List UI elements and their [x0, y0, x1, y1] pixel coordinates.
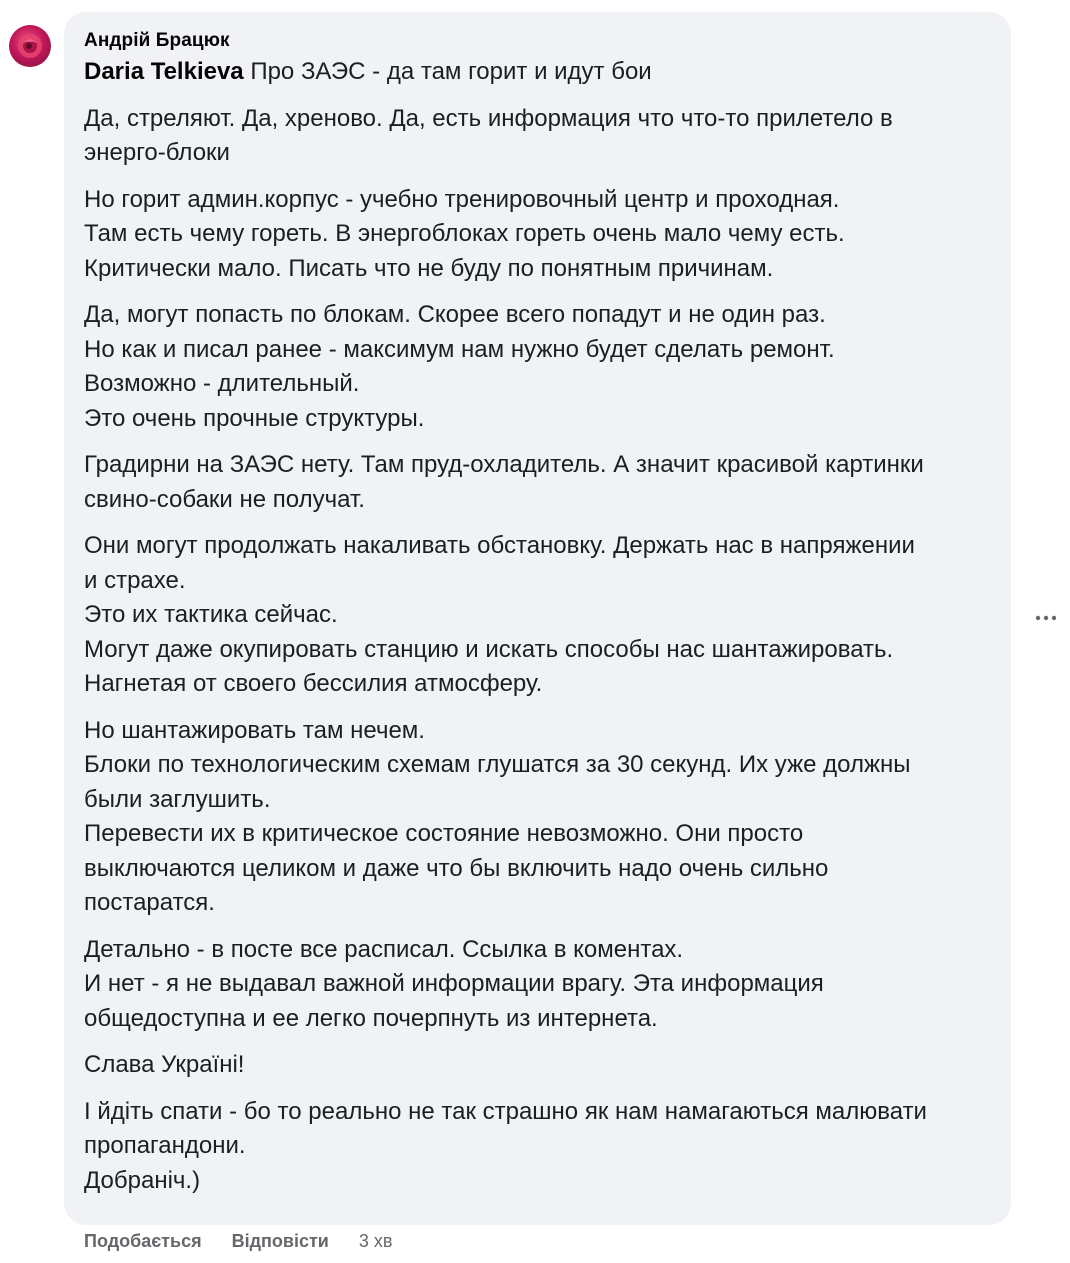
comment-line: Это очень прочные структуры. — [84, 404, 425, 432]
comment-line: Там есть чему гореть. В энергоблоках гореть очень мало чему есть. — [84, 220, 845, 247]
comment-line: и страхе. — [84, 566, 186, 594]
comment-line: Да, стреляют. Да, хреново. Да, есть информация что что-то прилетело в — [84, 104, 893, 132]
comment-line: свино-собаки не получат. — [84, 485, 365, 513]
comment-actions — [84, 1231, 392, 1252]
mention-link[interactable]: Daria Telkieva — [84, 58, 244, 85]
avatar[interactable] — [9, 25, 51, 67]
avatar-image — [9, 25, 51, 67]
comment-line: Но горит админ.корпус - учебно тренировочный центр и проходная. — [84, 185, 840, 213]
comment-text-lines — [84, 102, 999, 1199]
paragraph-gap — [84, 90, 999, 102]
comment-line: Слава Україні! — [84, 1051, 245, 1078]
paragraph-gap — [84, 921, 999, 933]
comment-line: постаратся. — [84, 889, 215, 916]
comment-line: Детально - в посте все расписал. Ссылка в коментах. — [84, 935, 684, 963]
comment-line: Нагнетая от своего бессилия атмосферу. — [84, 670, 543, 697]
comment-line: общедоступна и ее легко почерпнуть из интернета. — [84, 1004, 658, 1032]
comment-line: Но шантажировать там нечем. — [84, 716, 425, 744]
comment-line: были заглушить. — [84, 785, 271, 813]
more-options-icon — [1034, 614, 1058, 622]
comment-line: Да, могут попасть по блокам. Скорее всего попадут и не один раз. — [84, 301, 826, 328]
comment-line: Добраніч.) — [84, 1166, 201, 1194]
comment-body — [84, 55, 999, 1198]
comment-line: выключаются целиком и даже что бы включить надо очень сильно — [84, 854, 829, 882]
comment-line: Они могут продолжать накаливать обстановку. Держать нас в напряжении — [84, 532, 915, 559]
comment-author[interactable]: Андрій Брацюк — [84, 30, 230, 51]
comment-line: Это их тактика сейчас. — [84, 601, 338, 628]
comment-line: Перевести их в критическое состояние невозможно. Они просто — [84, 820, 804, 847]
paragraph-gap — [84, 286, 999, 298]
like-button[interactable]: Подобається — [84, 1231, 202, 1251]
paragraph-gap — [84, 517, 999, 529]
comment-line: Могут даже окупировать станцию и искать способы нас шантажировать. — [84, 635, 894, 663]
mention-text: Про ЗАЭС - да там горит и идут бои — [243, 58, 652, 85]
comment-timestamp[interactable]: 3 хв — [358, 1231, 393, 1251]
comment-line: энерго-блоки — [84, 139, 230, 166]
comment-line: Возможно - длительный. — [84, 370, 360, 397]
reply-button[interactable]: Відповісти — [231, 1231, 329, 1251]
paragraph-gap — [84, 1036, 999, 1048]
comment-line: Но как и писал ранее - максимум нам нужно будет сделать ремонт. — [84, 335, 835, 363]
comment-line: И нет - я не выдавал важной информации врагу. Эта информация — [84, 970, 824, 997]
comment-line: пропагандони. — [84, 1132, 246, 1159]
paragraph-gap — [84, 171, 999, 183]
comment-line: Критически мало. Писать что не буду по понятным причинам. — [84, 254, 774, 282]
more-options-button[interactable] — [1030, 606, 1062, 630]
paragraph-gap — [84, 436, 999, 448]
comment-line: Градирни на ЗАЭС нету. Там пруд-охладитель. А значит красивой картинки — [84, 451, 924, 478]
paragraph-gap — [84, 1083, 999, 1095]
paragraph-gap — [84, 702, 999, 714]
comment-line: Блоки по технологическим схемам глушатся за 30 секунд. Их уже должны — [84, 751, 911, 778]
comment-line: І йдіть спати - бо то реально не так страшно як нам намагаються малювати — [84, 1097, 927, 1125]
mention-line — [84, 55, 999, 90]
